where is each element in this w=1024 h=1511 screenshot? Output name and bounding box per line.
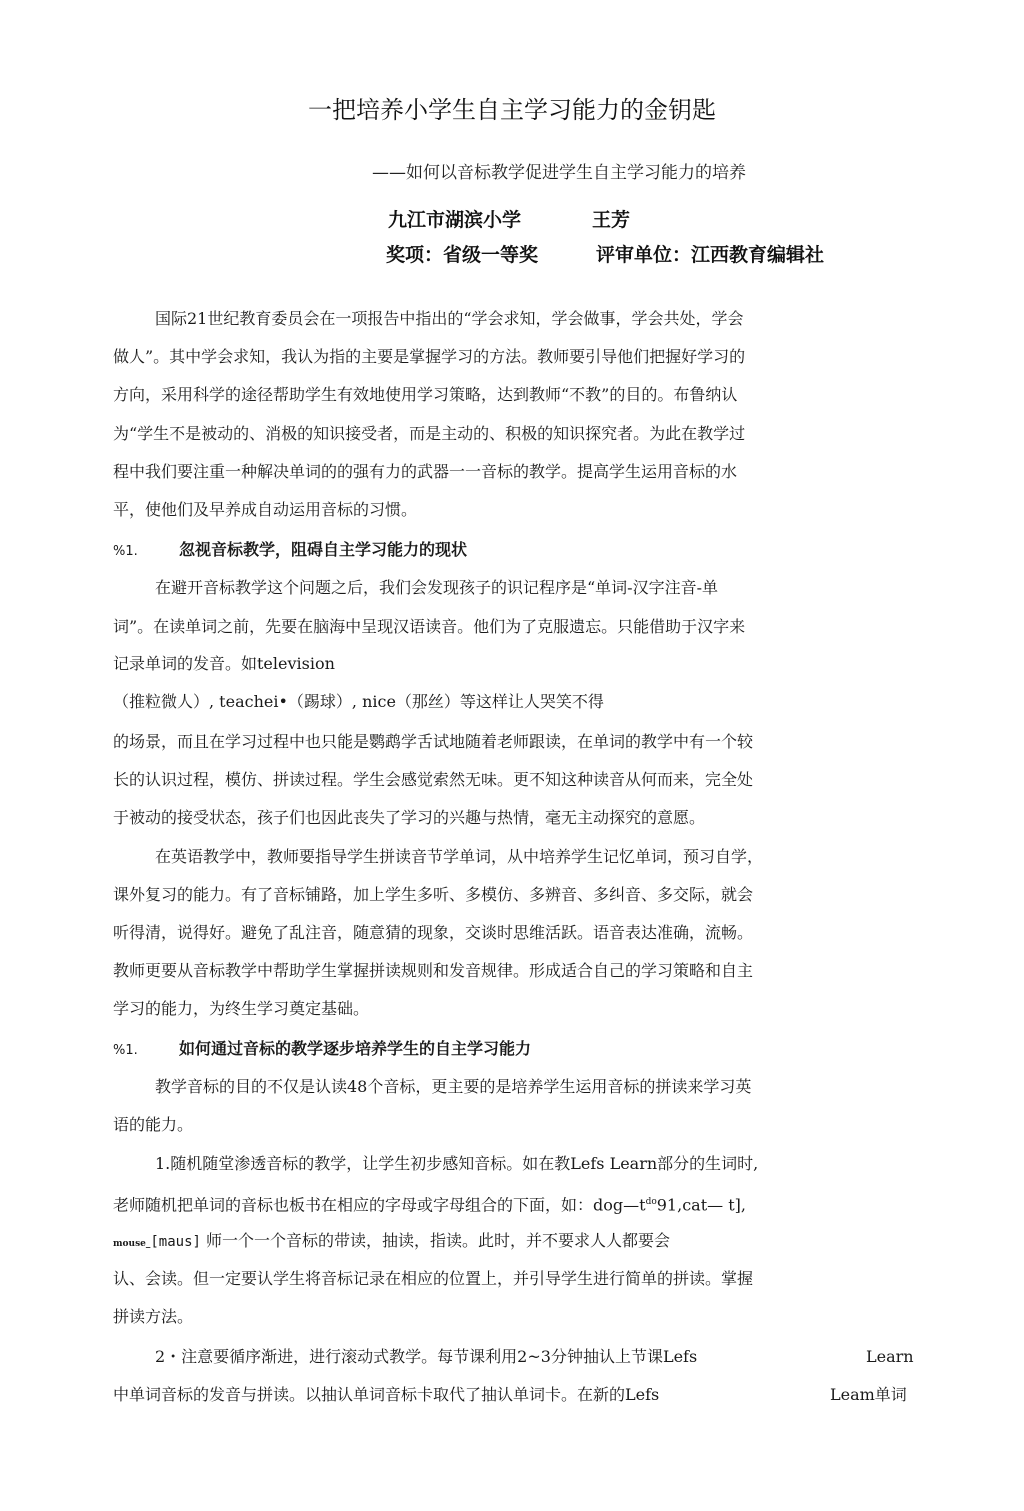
paragraph-line: 的场景，而且在学习过程中也只能是鹦鹉学舌试地随着老师跟读，在单词的教学中有一个较	[113, 732, 754, 751]
paragraph-line: 拼读方法。	[113, 1307, 194, 1326]
paragraph-line: 在英语教学中，教师要指导学生拼读音节学单词，从中培养学生记忆单词，预习自学，	[155, 847, 764, 866]
inline-text: 师一个一个音标的带读，抽读，指读。此时，并不要求人人都要会	[200, 1231, 671, 1250]
inline-text: 91,cat— t],	[656, 1195, 746, 1215]
small-word: mouse_	[113, 1239, 151, 1249]
section-number: %1.	[113, 544, 138, 559]
paragraph-line: 课外复习的能力。有了音标铺路，加上学生多听、多模仿、多辨音、多纠音、多交际，就会	[113, 885, 754, 904]
paragraph-line-end: Leam单词	[830, 1385, 907, 1404]
paragraph-line: 教学音标的目的不仅是认读48个音标，更主要的是培养学生运用音标的拼读来学习英	[155, 1077, 752, 1096]
reviewer-label: 评审单位：江西教育编辑社	[596, 244, 825, 266]
paragraph-line: 认、会读。但一定要认学生将音标记录在相应的位置上，并引导学生进行简单的拼读。掌握	[113, 1269, 754, 1288]
paragraph-line: 教师更要从音标教学中帮助学生掌握拼读规则和发音规律。形成适合自己的学习策略和自主	[113, 961, 754, 980]
paragraph-line: 2・注意要循序渐进，进行滚动式教学。每节课利用2~3分钟抽认上节课Lefs	[155, 1347, 698, 1366]
phonetic-superscript: do	[645, 1197, 657, 1207]
paragraph-line: 为“学生不是被动的、消极的知识接受者，而是主动的、积极的知识探究者。为此在教学过	[113, 424, 746, 443]
section-heading	[113, 537, 467, 565]
document-subtitle: ——如何以音标教学促进学生自主学习能力的培养	[372, 163, 746, 183]
award-label: 奖项：省级一等奖	[386, 244, 539, 266]
paragraph-line: 词”。在读单词之前，先要在脑海中呈现汉语读音。他们为了克服遗忘。只能借助于汉字来	[113, 617, 746, 636]
section-number: %1.	[113, 1043, 138, 1058]
paragraph-line: 听得清，说得好。避免了乱注音，随意猜的现象，交谈时思维活跃。语音表达准确，流畅。	[113, 923, 754, 942]
document-title: 一把培养小学生自主学习能力的金钥匙	[308, 96, 716, 124]
school-name: 九江市湖滨小学	[388, 209, 522, 231]
paragraph-line: （推粒微人）, teachei•（踢球）, nice（那丝）等这样让人哭笑不得	[113, 692, 604, 711]
inline-text: 老师随机把单词的音标也板书在相应的字母或字母组合的下面，如：dog—t	[113, 1195, 646, 1215]
section-heading-text: 如何通过音标的教学逐步培养学生的自主学习能力	[179, 1039, 532, 1058]
paragraph-line: 中单词音标的发音与拼读。以抽认单词音标卡取代了抽认单词卡。在新的Lefs	[113, 1385, 660, 1404]
paragraph-line: 于被动的接受状态，孩子们也因此丧失了学习的兴趣与热情，毫无主动探究的意愿。	[113, 808, 706, 827]
paragraph-line	[113, 1189, 746, 1218]
paragraph-line: 做人”。其中学会求知，我认为指的主要是掌握学习的方法。教师要引导他们把握好学习的	[113, 347, 746, 366]
paragraph-line: 在避开音标教学这个问题之后，我们会发现孩子的识记程序是“单词-汉字注音-单	[155, 578, 718, 597]
paragraph-line	[113, 1228, 670, 1257]
section-heading-text: 忽视音标教学，阻碍自主学习能力的现状	[179, 540, 468, 559]
paragraph-line: 学习的能力，为终生学习奠定基础。	[113, 999, 370, 1018]
paragraph-line: 语的能力。	[113, 1115, 194, 1134]
section-heading	[113, 1036, 531, 1064]
phonetic-text: [maus]	[150, 1234, 201, 1250]
paragraph-line: 平，使他们及早养成自动运用音标的习惯。	[113, 500, 418, 519]
paragraph-line: 国际21世纪教育委员会在一项报告中指出的“学会求知，学会做事，学会共处，学会	[155, 309, 744, 328]
paragraph-line-end: Learn	[866, 1347, 914, 1366]
paragraph-line: 长的认识过程，模仿、拼读过程。学生会感觉索然无味。更不知这种读音从何而来，完全处	[113, 770, 754, 789]
paragraph-line: 方向，采用科学的途径帮助学生有效地使用学习策略，达到教师“不教”的目的。布鲁纳认	[113, 385, 738, 404]
paragraph-line: 程中我们要注重一种解决单词的的强有力的武器一一音标的教学。提高学生运用音标的水	[113, 462, 738, 481]
paragraph-line: 记录单词的发音。如television	[113, 654, 335, 673]
author-name: 王芳	[592, 209, 631, 231]
paragraph-line: 1.随机随堂渗透音标的教学，让学生初步感知音标。如在教Lefs Learn部分的生词时,	[155, 1154, 759, 1173]
